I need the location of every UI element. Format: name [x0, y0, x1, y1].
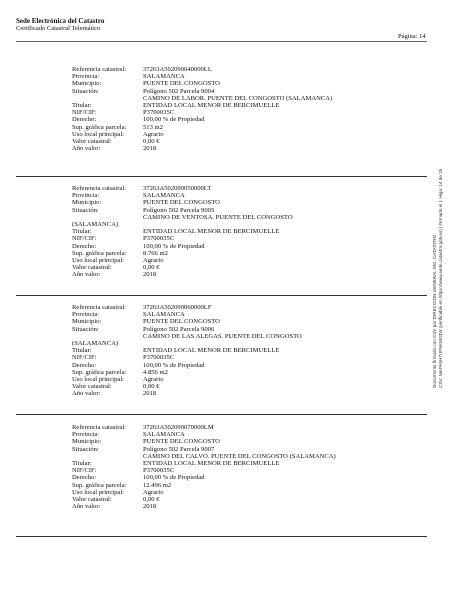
field-label: Derecho: [72, 242, 97, 250]
field-value: 513 m2 [143, 123, 163, 131]
record-row [72, 376, 402, 383]
record-row [72, 333, 402, 340]
field-label: Año valor: [72, 145, 101, 153]
field-value: ENTIDAD LOCAL MENOR DE BERCIMUELLE [143, 228, 280, 236]
field-value: PUENTE DEL CONGOSTO [143, 318, 220, 326]
record-row [72, 250, 402, 257]
record-row [72, 496, 402, 503]
field-label: Derecho: [72, 116, 97, 124]
field-label: Titular: [72, 459, 92, 467]
field-value: 2018 [143, 145, 157, 153]
record-row [72, 390, 402, 397]
field-value: 0,00 € [143, 264, 160, 272]
field-label: Valor catastral: [72, 264, 112, 272]
field-label: Sup. gráfica parcela: [72, 249, 127, 257]
field-value: P3700035C [143, 467, 175, 475]
field-value: 4.856 m2 [143, 368, 168, 376]
field-value: CAMINO DE LABOR. PUENTE DEL CONGOSTO (SALAMANCA) [143, 94, 333, 102]
field-label: NIF/CIF: [72, 235, 97, 243]
field-label: Valor catastral: [72, 383, 112, 391]
field-value: SALAMANCA [143, 311, 185, 319]
field-value: 100,00 % de Propiedad [143, 474, 205, 482]
header-subtitle: Certificado Catastral Telemático [16, 25, 101, 32]
record-row [72, 453, 402, 460]
field-label: Titular: [72, 347, 92, 355]
field-label: Año valor: [72, 503, 101, 511]
field-label: Provincia: [72, 431, 100, 439]
field-label: Referencia catastral: [72, 66, 126, 73]
record-row [72, 66, 402, 73]
field-value: 0,00 € [143, 495, 160, 503]
field-value: PUENTE DEL CONGOSTO [143, 199, 220, 207]
field-value: 2018 [143, 503, 157, 511]
field-value: Agrario [143, 375, 164, 383]
field-label: Año valor: [72, 390, 101, 398]
field-value: P3700035C [143, 235, 175, 243]
field-label: Sup. gráfica parcela: [72, 123, 127, 131]
record-row [72, 503, 402, 510]
field-value: Polígono 502 Parcela 9005 [143, 206, 215, 214]
record-row [72, 318, 402, 325]
record-row [72, 214, 402, 221]
record-row [72, 243, 402, 250]
record-row [72, 362, 402, 369]
field-value: 100,00 % de Propiedad [143, 361, 205, 369]
field-label: Situación: [72, 206, 99, 214]
header-title: Sede Electrónica del Catastro [16, 17, 105, 25]
record-row [72, 257, 402, 264]
record-row [72, 124, 402, 131]
field-label: Uso local principal: [72, 130, 125, 138]
field-value: SALAMANCA [143, 431, 185, 439]
field-value: 37263A502090040000LL [143, 66, 212, 73]
field-label: Derecho: [72, 474, 97, 482]
field-value: P3700035C [143, 109, 175, 117]
field-value: Agrario [143, 130, 164, 138]
record-row [72, 467, 402, 474]
record-row [72, 145, 402, 152]
cadastral-record [72, 424, 402, 510]
field-label: Referencia catastral: [72, 185, 126, 192]
field-value: 37263A502090060000LF [143, 304, 212, 311]
record-row [72, 489, 402, 496]
record-row [72, 326, 402, 333]
record-row [72, 474, 402, 481]
field-value: 37263A502090070000LM [143, 424, 214, 431]
field-value: PUENTE DEL CONGOSTO [143, 80, 220, 88]
field-value: ENTIDAD LOCAL MENOR DE BERCIMUELLE [143, 347, 280, 355]
record-row [72, 446, 402, 453]
field-label: Municipio: [72, 199, 102, 207]
page-number: Página: 14 [398, 33, 426, 40]
csv-signature-line: Documento firmado con CSV por DIRECCION GENERAL DEL CATASTRO [432, 234, 437, 388]
field-value: P3700035C [143, 354, 175, 362]
field-label: Referencia catastral: [72, 304, 126, 311]
field-label: Municipio: [72, 438, 102, 446]
record-row [72, 438, 402, 445]
record-row [72, 235, 402, 242]
record-divider [16, 176, 427, 177]
field-value: SALAMANCA [143, 73, 185, 81]
field-value: Polígono 502 Parcela 9007 [143, 445, 215, 453]
field-label: (SALAMANCA) [72, 220, 119, 228]
record-row [72, 73, 402, 80]
record-row [72, 271, 402, 278]
record-row [72, 102, 402, 109]
field-label: Uso local principal: [72, 256, 125, 264]
field-label: Provincia: [72, 73, 100, 81]
field-label: (SALAMANCA) [72, 339, 119, 347]
record-row [72, 340, 402, 347]
record-row [72, 192, 402, 199]
field-value: CAMINO DE VENTOSA. PUENTE DEL CONGOSTO [143, 213, 293, 221]
field-label: NIF/CIF: [72, 109, 97, 117]
record-divider [16, 295, 427, 296]
record-divider [16, 414, 427, 415]
field-value: CAMINO DE LAS ALEGAS. PUENTE DEL CONGOSTO [143, 332, 302, 340]
field-value: SALAMANCA [143, 192, 185, 200]
record-row [72, 431, 402, 438]
record-row [72, 221, 402, 228]
field-value: ENTIDAD LOCAL MENOR DE BERCIMUELLE [143, 101, 280, 109]
field-value: ENTIDAD LOCAL MENOR DE BERCIMUELLE [143, 459, 280, 467]
field-label: Uso local principal: [72, 375, 125, 383]
record-row [72, 311, 402, 318]
field-label: Derecho: [72, 361, 97, 369]
field-label: Referencia catastral: [72, 424, 126, 431]
record-row [72, 131, 402, 138]
record-row [72, 460, 402, 467]
field-value: 100,00 % de Propiedad [143, 116, 205, 124]
field-value: 0,00 € [143, 383, 160, 391]
field-value: Agrario [143, 488, 164, 496]
cadastral-record [72, 66, 402, 152]
record-row [72, 199, 402, 206]
field-label: Provincia: [72, 311, 100, 319]
field-label: Titular: [72, 101, 92, 109]
record-row [72, 138, 402, 145]
csv-side-note-text [432, 168, 460, 388]
record-row [72, 95, 402, 102]
field-value: 2018 [143, 271, 157, 279]
field-label: Sup. gráfica parcela: [72, 481, 127, 489]
record-row [72, 482, 402, 489]
header-divider [16, 41, 427, 42]
field-value: 37263A502090050000LT [143, 185, 212, 192]
record-row [72, 207, 402, 214]
record-row [72, 228, 402, 235]
record-row [72, 369, 402, 376]
field-value: 100,00 % de Propiedad [143, 242, 205, 250]
field-label: Valor catastral: [72, 495, 112, 503]
field-label: Municipio: [72, 318, 102, 326]
field-value: Polígono 502 Parcela 9004 [143, 87, 215, 95]
field-label: Uso local principal: [72, 488, 125, 496]
field-value: Agrario [143, 256, 164, 264]
record-row [72, 185, 402, 192]
csv-side-note [432, 168, 460, 388]
record-divider [16, 536, 427, 537]
record-row [72, 304, 402, 311]
field-label: Valor catastral: [72, 137, 112, 145]
record-row [72, 88, 402, 95]
record-row [72, 109, 402, 116]
field-value: 0,00 € [143, 137, 160, 145]
field-value: PUENTE DEL CONGOSTO [143, 438, 220, 446]
record-row [72, 383, 402, 390]
field-value: 2018 [143, 390, 157, 398]
record-row [72, 424, 402, 431]
cadastral-record [72, 185, 402, 278]
field-value: Polígono 502 Parcela 9006 [143, 325, 215, 333]
field-label: NIF/CIF: [72, 467, 97, 475]
record-row [72, 354, 402, 361]
record-row [72, 116, 402, 123]
field-label: Año valor: [72, 271, 101, 279]
record-row [72, 80, 402, 87]
csv-verification-line: CSV: MAPA5H7UP6KW03W (verificable en https://www.sede.catastro.gob.es) | Firmado el 1 Hoja: 14 de 25 [438, 168, 444, 388]
record-row [72, 347, 402, 354]
field-label: Sup. gráfica parcela: [72, 368, 127, 376]
field-label: Titular: [72, 228, 92, 236]
field-value: CAMINO DEL CALVO. PUENTE DEL CONGOSTO (SALAMANCA) [143, 452, 336, 460]
field-label: Situación: [72, 87, 99, 95]
field-label: Municipio: [72, 80, 102, 88]
field-label: Situación: [72, 325, 99, 333]
field-value: 12.496 m2 [143, 481, 172, 489]
cadastral-record [72, 304, 402, 397]
field-label: Situación: [72, 445, 99, 453]
field-value: 8.766 m2 [143, 249, 168, 257]
field-label: Provincia: [72, 192, 100, 200]
field-label: NIF/CIF: [72, 354, 97, 362]
record-row [72, 264, 402, 271]
